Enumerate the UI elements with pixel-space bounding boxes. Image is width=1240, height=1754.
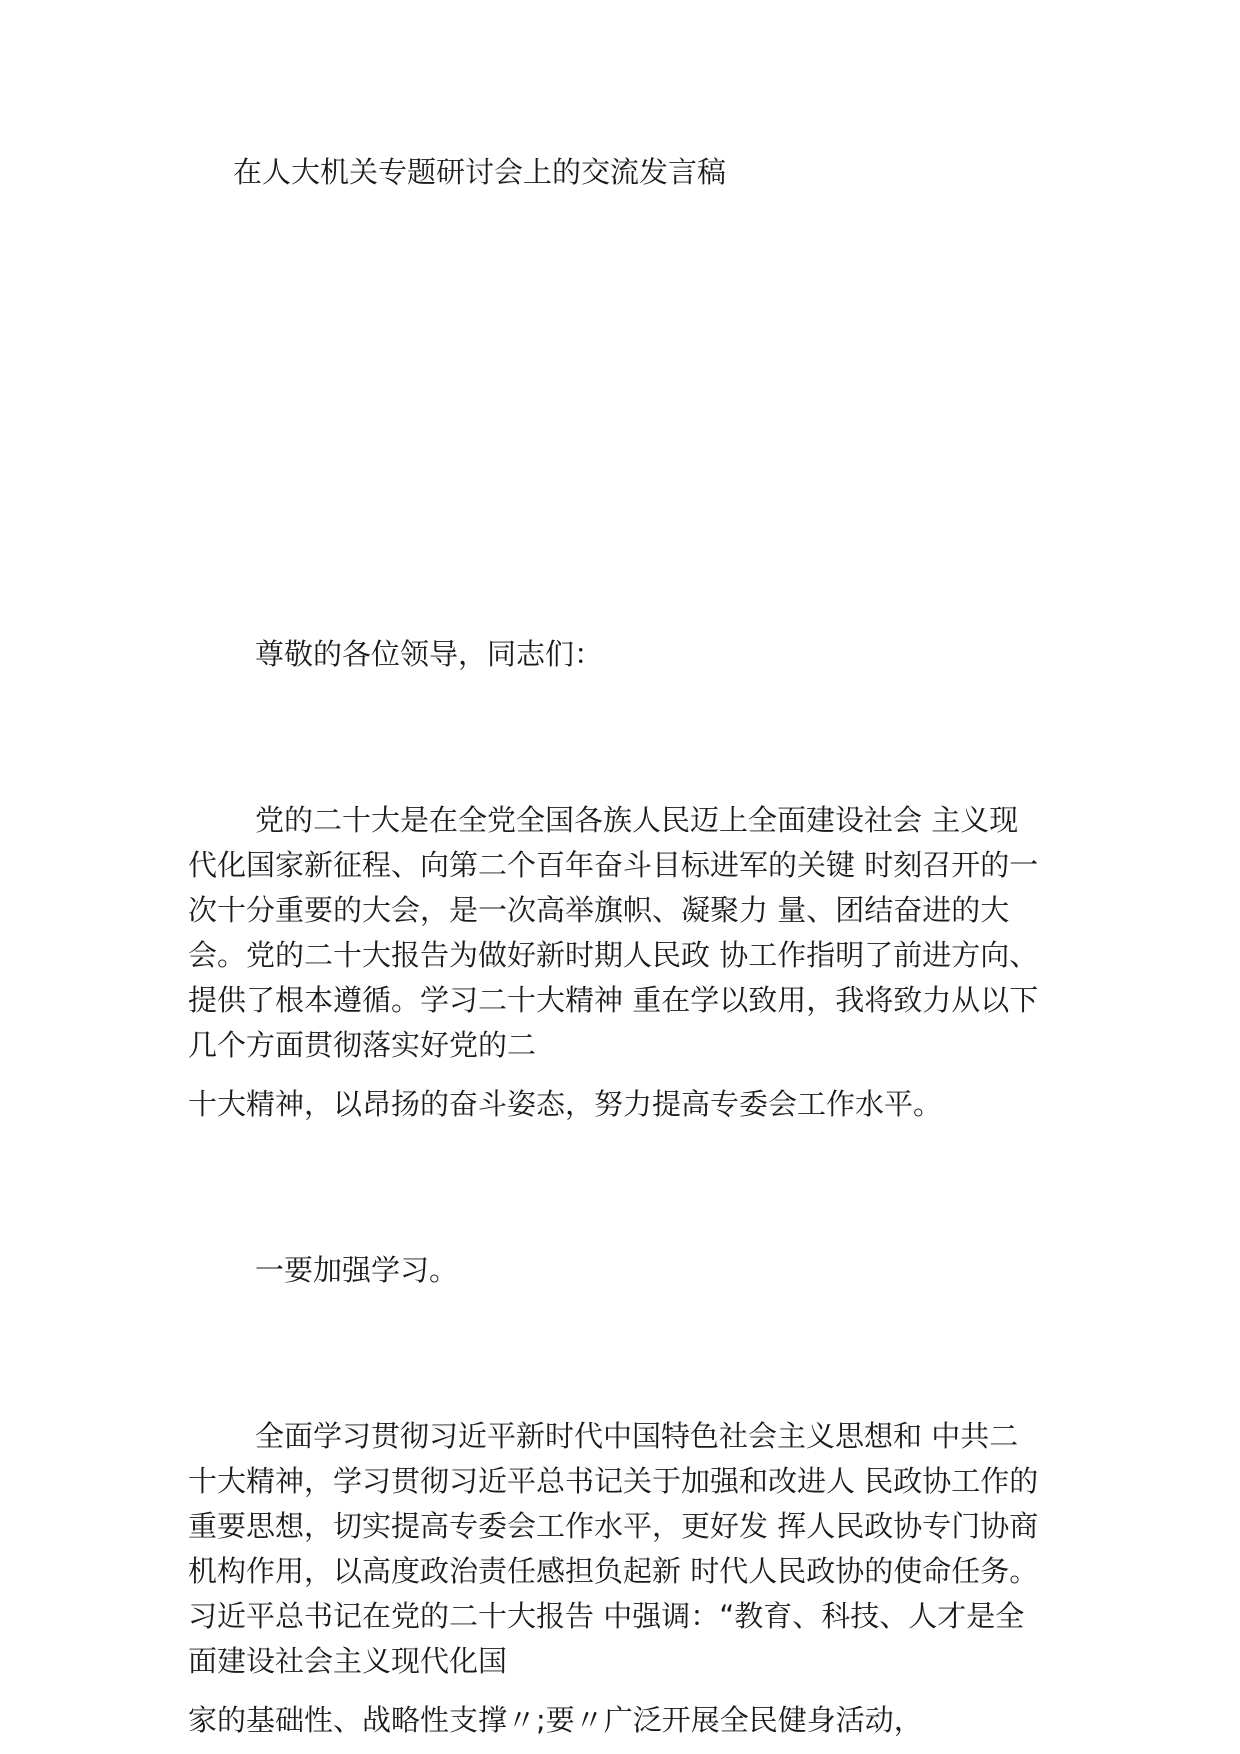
paragraph-1-line-5: 提供了根本遵循。学习二十大精神 重在学以致用，我将致力从以下	[188, 983, 1039, 1017]
paragraph-1-line-3: 次十分重要的大会，是一次高举旗帜、凝聚力 量、团结奋进的大	[188, 893, 1010, 927]
paragraph-1-line-1: 党的二十大是在全党全国各族人民迈上全面建设社会 主义现	[255, 803, 1019, 837]
paragraph-1-line-2: 代化国家新征程、向第二个百年奋斗目标进军的关键 时刻召开的一	[188, 848, 1039, 882]
salutation: 尊敬的各位领导，同志们：	[255, 637, 604, 671]
paragraph-1-line-4: 会。党的二十大报告为做好新时期人民政 协工作指明了前进方向、	[188, 938, 1039, 972]
paragraph-2-line-3: 重要思想，切实提高专委会工作水平，更好发 挥人民政协专门协商	[188, 1509, 1039, 1543]
paragraph-2-line-5: 习近平总书记在党的二十大报告 中强调：“教育、科技、人才是全	[188, 1599, 1025, 1633]
paragraph-1-line-6: 几个方面贯彻落实好党的二	[188, 1028, 537, 1062]
paragraph-2-continued: 家的基础性、战略性支撑〃;要〃广泛开展全民健身活动，	[188, 1703, 923, 1737]
paragraph-2-line-1: 全面学习贯彻习近平新时代中国特色社会主义思想和 中共二	[255, 1419, 1019, 1453]
paragraph-2-line-6: 面建设社会主义现代化国	[188, 1644, 508, 1678]
paragraph-1-continued: 十大精神，以昂扬的奋斗姿态，努力提高专委会工作水平。	[188, 1087, 943, 1121]
paragraph-2-line-4: 机构作用，以高度政治责任感担负起新 时代人民政协的使命任务。	[188, 1554, 1039, 1588]
paragraph-2-line-2: 十大精神，学习贯彻习近平总书记关于加强和改进人 民政协工作的	[188, 1464, 1039, 1498]
section-heading: 一要加强学习。	[255, 1253, 459, 1287]
document-title: 在人大机关专题研讨会上的交流发言稿	[233, 155, 727, 189]
